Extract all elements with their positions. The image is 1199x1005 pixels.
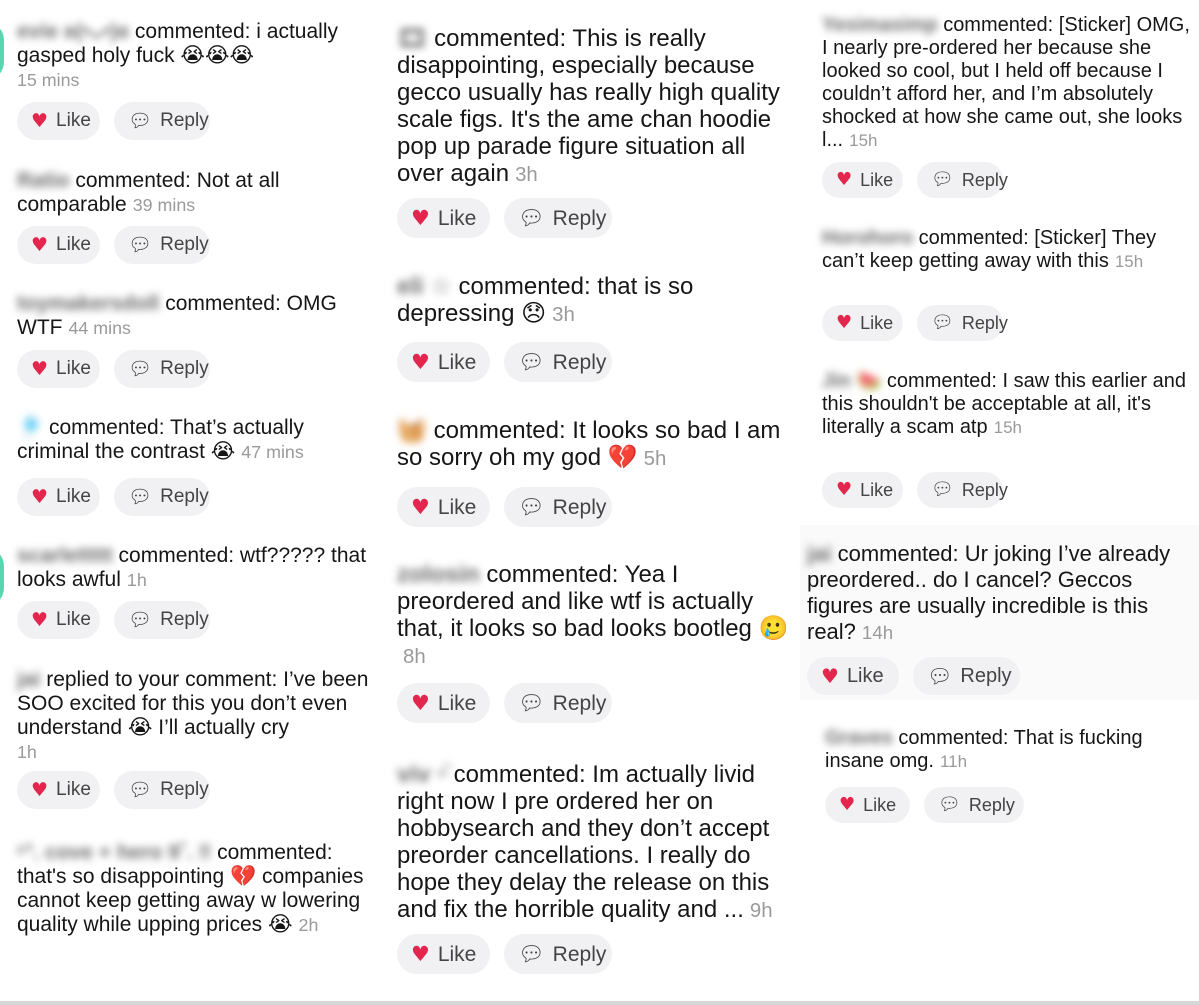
comment: [17, 292, 377, 340]
speech-bubble-icon: 💬︎: [128, 233, 153, 256]
timestamp: 39 mins: [132, 195, 196, 215]
timestamp: 1h: [126, 570, 147, 590]
comment-actions: [822, 305, 1008, 341]
like-label: Like: [860, 312, 894, 333]
like-button[interactable]: [17, 350, 100, 388]
like-label: Like: [846, 664, 884, 687]
reply-button[interactable]: [504, 342, 612, 382]
like-label: Like: [56, 358, 91, 379]
reply-button[interactable]: [504, 198, 612, 238]
like-label: Like: [56, 234, 91, 255]
heart-icon: ♥: [836, 169, 853, 190]
comment-actions: [397, 487, 612, 527]
like-button[interactable]: [822, 162, 903, 198]
comment: [397, 25, 792, 189]
timestamp: 5h: [643, 448, 667, 470]
reply-button[interactable]: [924, 787, 1024, 823]
reply-label: Reply: [552, 691, 607, 715]
speech-bubble-icon: 💬︎: [128, 608, 153, 631]
heart-icon: ♥: [411, 941, 430, 966]
like-button[interactable]: [822, 472, 903, 508]
like-button[interactable]: [17, 226, 100, 264]
comment-actions: [397, 342, 612, 382]
comment-text: commented: That’s actually criminal the contrast 😭: [17, 416, 304, 463]
like-button[interactable]: [825, 787, 910, 823]
like-button[interactable]: [17, 771, 100, 809]
comment: [17, 841, 377, 937]
speech-bubble-icon: 💬︎: [128, 357, 153, 380]
comment-actions: [17, 350, 210, 388]
comment-text: commented: That is fucking insane omg.: [825, 727, 1143, 772]
speech-bubble-icon: 💬︎: [128, 778, 153, 801]
comment: [17, 20, 377, 92]
username[interactable]: 🎐: [17, 416, 44, 439]
reply-label: Reply: [160, 486, 209, 507]
reply-label: Reply: [961, 312, 1008, 333]
reply-button[interactable]: [114, 478, 210, 516]
timestamp: 9h: [749, 900, 773, 922]
comment: [397, 273, 792, 329]
comment-actions: [17, 478, 210, 516]
username[interactable]: Graves: [825, 727, 893, 749]
reply-label: Reply: [968, 794, 1015, 815]
comment-actions: [17, 601, 210, 639]
reply-label: Reply: [552, 206, 607, 230]
heart-icon: ♥: [411, 349, 430, 374]
comment-text: commented: I saw this earlier and this shouldn't be acceptable at all, it's literally a scam atp: [822, 370, 1186, 438]
comment: [397, 761, 792, 925]
speech-bubble-icon: 💬︎: [128, 109, 153, 132]
speech-bubble-icon: 💬︎: [931, 479, 954, 500]
like-button[interactable]: [397, 487, 490, 527]
like-label: Like: [56, 486, 91, 507]
heart-icon: ♥: [31, 109, 49, 132]
reply-label: Reply: [961, 479, 1008, 500]
like-button[interactable]: [17, 478, 100, 516]
comment-text: commented: wtf????? that looks awful: [17, 544, 367, 591]
comment: [17, 668, 377, 764]
comment-text: commented: It looks so bad I am so sorry oh my god 💔: [397, 417, 781, 471]
speech-bubble-icon: 💬︎: [518, 690, 545, 715]
reply-label: Reply: [160, 110, 209, 131]
heart-icon: ♥: [31, 357, 49, 380]
heart-icon: ♥: [31, 485, 49, 508]
timestamp: 14h: [861, 622, 894, 643]
reply-button[interactable]: [114, 350, 210, 388]
comment-text: commented: [Sticker] They can’t keep getting away with this: [822, 227, 1157, 272]
heart-icon: ♥: [411, 690, 430, 715]
timestamp: 8h: [403, 646, 426, 668]
comment-text: commented: This is really disappointing, especially because gecco usually has really high quality scale figs. It's the ame chan hoodie pop up parade figure situation all over again: [397, 25, 780, 187]
comment-actions: [822, 162, 1008, 198]
reply-label: Reply: [960, 664, 1012, 687]
like-label: Like: [56, 110, 91, 131]
comment-text: commented: Ur joking I’ve already preordered.. do I cancel? Geccos figures are usually incredible is this real?: [807, 541, 1171, 644]
heart-icon: ♥: [821, 664, 839, 688]
like-label: Like: [437, 206, 477, 230]
comment-text: replied to your comment: I’ve been SOO excited for this you don’t even understand 😭 I’ll actually cry: [17, 668, 369, 739]
timestamp: 1h: [17, 742, 37, 762]
timestamp: 47 mins: [241, 442, 304, 462]
reply-label: Reply: [160, 358, 209, 379]
comment-text: commented: OMG WTF: [17, 292, 337, 339]
speech-bubble-icon: 💬︎: [518, 494, 545, 519]
timestamp: 15 mins: [17, 70, 80, 90]
highlight-edge: [0, 22, 4, 80]
comment-text: commented: that is so depressing 😞: [397, 273, 694, 327]
username[interactable]: Yesimasimp: [822, 14, 938, 36]
like-button[interactable]: [17, 601, 100, 639]
comment-text: commented: Not at all comparable: [17, 169, 280, 216]
like-button[interactable]: [807, 657, 899, 695]
comment-actions: [822, 472, 1008, 508]
comment-actions: [397, 198, 612, 238]
heart-icon: ♥: [836, 312, 853, 333]
username[interactable]: 🎞: [397, 25, 428, 52]
comment-text: commented: Yea I preordered and like wtf is actually that, it looks so bad looks bootleg 🥲: [397, 561, 789, 642]
timestamp: 15h: [1114, 252, 1144, 271]
comment: [17, 169, 377, 217]
heart-icon: ♥: [836, 479, 853, 500]
timestamp: 15h: [993, 418, 1022, 437]
comment: [397, 417, 792, 473]
comment-actions: [17, 771, 210, 809]
username[interactable]: Ratio: [17, 169, 70, 192]
comment-actions: [397, 683, 612, 723]
username[interactable]: ᶜ°. cove + hero 9˚. ‼: [17, 841, 212, 864]
like-button[interactable]: [822, 305, 903, 341]
reply-label: Reply: [552, 350, 607, 374]
username[interactable]: Horohoro: [822, 227, 914, 249]
reply-button[interactable]: [504, 487, 612, 527]
like-label: Like: [56, 779, 91, 800]
username[interactable]: 🧺: [397, 417, 427, 444]
reply-button[interactable]: [114, 102, 210, 140]
comment: [822, 14, 1192, 152]
username[interactable]: Jin 🍉: [822, 370, 882, 392]
speech-bubble-icon: 💬︎: [931, 312, 954, 333]
speech-bubble-icon: 💬︎: [518, 941, 545, 966]
comment-actions: [17, 226, 210, 264]
username[interactable]: jai: [17, 668, 41, 691]
comment: [397, 561, 792, 671]
reply-label: Reply: [160, 779, 209, 800]
speech-bubble-icon: 💬︎: [518, 205, 545, 230]
like-label: Like: [860, 479, 894, 500]
username[interactable]: toymakersdoll: [17, 292, 160, 315]
timestamp: 3h: [515, 164, 538, 186]
highlight-edge: [0, 548, 4, 606]
speech-bubble-icon: 💬︎: [128, 485, 153, 508]
comment-text: commented: [Sticker] OMG, I nearly pre-ordered her because she looked so cool, but I held off because I couldn’t afford her, and I’m absolutely shocked at how she came out, she looks l...: [822, 14, 1190, 151]
username[interactable]: scarlettttt: [17, 544, 113, 567]
like-button[interactable]: [397, 198, 490, 238]
reply-button[interactable]: [114, 226, 210, 264]
like-button[interactable]: [17, 102, 100, 140]
timestamp: 44 mins: [68, 318, 131, 338]
reply-button[interactable]: [114, 771, 210, 809]
reply-button[interactable]: [917, 472, 1008, 508]
reply-button[interactable]: [917, 305, 1008, 341]
like-label: Like: [437, 942, 477, 966]
like-button[interactable]: [397, 934, 490, 974]
comment: [17, 544, 377, 592]
speech-bubble-icon: 💬︎: [931, 169, 954, 190]
like-button[interactable]: [397, 683, 490, 723]
comment-text: commented: Im actually livid right now I pre ordered her on hobbysearch and they don’t accept preorder cancellations. I really do hope they delay the release on this and fix the horrible quality and ...: [397, 761, 770, 923]
like-label: Like: [863, 794, 897, 815]
heart-icon: ♥: [31, 778, 49, 801]
heart-icon: ♥: [411, 205, 430, 230]
comment: [807, 541, 1192, 646]
like-label: Like: [56, 609, 91, 630]
reply-button[interactable]: [917, 162, 1008, 198]
comment: [17, 416, 377, 464]
timestamp: 2h: [298, 915, 319, 935]
comment: [822, 227, 1192, 273]
reply-button[interactable]: [913, 657, 1020, 695]
reply-label: Reply: [552, 942, 607, 966]
reply-button[interactable]: [114, 601, 210, 639]
comment: [825, 727, 1192, 773]
like-label: Like: [437, 495, 477, 519]
heart-icon: ♥: [31, 608, 49, 631]
username[interactable]: eli ☆: [397, 273, 452, 300]
heart-icon: ♥: [31, 233, 49, 256]
speech-bubble-icon: 💬︎: [927, 664, 953, 688]
reply-label: Reply: [160, 234, 209, 255]
like-button[interactable]: [397, 342, 490, 382]
comment: [822, 370, 1192, 439]
timestamp: 15h: [849, 131, 878, 150]
comment-text: commented: i actually gasped holy fuck 😭😭😭: [17, 20, 338, 67]
speech-bubble-icon: 💬︎: [938, 794, 961, 815]
like-label: Like: [437, 350, 477, 374]
like-label: Like: [860, 169, 894, 190]
comment-text: commented: that's so disappointing 💔 companies cannot keep getting away w lowering quality while upping prices 😭: [17, 841, 364, 936]
speech-bubble-icon: 💬︎: [518, 349, 545, 374]
comment-actions: [807, 657, 1020, 695]
comment-actions: [825, 787, 1024, 823]
reply-label: Reply: [552, 495, 607, 519]
timestamp: 11h: [939, 752, 968, 771]
username[interactable]: jai: [807, 541, 832, 566]
reply-label: Reply: [160, 609, 209, 630]
reply-label: Reply: [961, 169, 1008, 190]
bottom-divider: [0, 1001, 1199, 1005]
comment-actions: [17, 102, 210, 140]
reply-button[interactable]: [504, 934, 612, 974]
like-label: Like: [437, 691, 477, 715]
username[interactable]: zolosin: [397, 561, 480, 588]
reply-button[interactable]: [504, 683, 612, 723]
username[interactable]: evie ʚ(•ᴗ•)ɞ: [17, 20, 130, 43]
heart-icon: ♥: [411, 494, 430, 519]
username[interactable]: viv ᵕ̈: [397, 761, 447, 788]
heart-icon: ♥: [839, 794, 856, 815]
comment-actions: [397, 934, 612, 974]
timestamp: 3h: [552, 304, 575, 326]
